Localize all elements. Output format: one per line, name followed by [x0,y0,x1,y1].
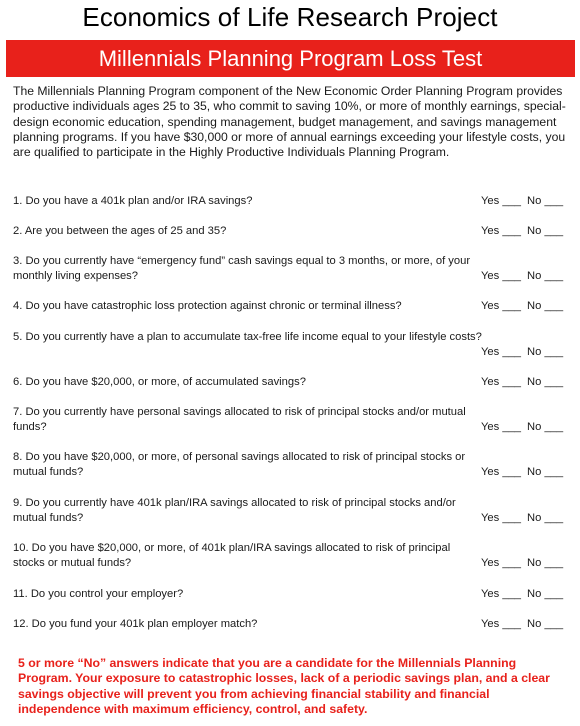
answer-row-3 [481,269,576,284]
no-blank[interactable]: No ___ [527,300,564,312]
yes-blank[interactable]: Yes ___ [481,270,522,282]
question-1: 1. Do you have a 401k plan and/or IRA savings? [13,195,253,207]
question-4: 4. Do you have catastrophic loss protection against chronic or terminal illness? [13,300,402,312]
answer-row-1 [481,194,576,209]
yes-blank[interactable]: Yes ___ [481,421,522,433]
no-blank[interactable]: No ___ [527,376,564,388]
no-blank[interactable]: No ___ [527,195,564,207]
question-12: 12. Do you fund your 401k plan employer match? [13,618,258,630]
question-3: 3. Do you currently have “emergency fund” cash savings equal to 3 months, or more, of your monthly living expenses? [13,255,471,282]
question-10: 10. Do you have $20,000, or more, of 401k plan/IRA savings allocated to risk of principal stocks or mutual funds? [13,542,451,569]
page-title: Economics of Life Research Project [82,2,498,32]
answer-row-12 [481,617,576,632]
no-blank[interactable]: No ___ [527,557,564,569]
yes-blank[interactable]: Yes ___ [481,588,522,600]
no-blank[interactable]: No ___ [527,588,564,600]
yes-blank[interactable]: Yes ___ [481,300,522,312]
answer-row-5 [481,345,576,360]
yes-blank[interactable]: Yes ___ [481,557,522,569]
question-5: 5. Do you currently have a plan to accumulate tax-free life income equal to your lifestyle costs? [13,331,482,343]
question-11: 11. Do you control your employer? [13,588,184,600]
no-blank[interactable]: No ___ [527,421,564,433]
answer-row-10 [481,556,576,571]
yes-blank[interactable]: Yes ___ [481,512,522,524]
question-8: 8. Do you have $20,000, or more, of personal savings allocated to risk of principal stocks or mutual funds? [13,451,466,478]
yes-blank[interactable]: Yes ___ [481,195,522,207]
answer-row-6 [481,375,576,390]
yes-blank[interactable]: Yes ___ [481,618,522,630]
no-blank[interactable]: No ___ [527,346,564,358]
yes-blank[interactable]: Yes ___ [481,346,522,358]
no-blank[interactable]: No ___ [527,512,564,524]
question-2: 2. Are you between the ages of 25 and 35? [13,225,227,237]
no-blank[interactable]: No ___ [527,270,564,282]
question-9: 9. Do you currently have 401k plan/IRA savings allocated to risk of principal stocks and/or mutual funds? [13,497,456,524]
intro-paragraph: The Millennials Planning Program component of the New Economic Order Planning Program provides productive individuals ages 25 to 35, who commit to saving 10%, or more of monthly earnings, special-design economic education, spending management, budget management, and savings management planning programs. If you have $30,000 or more of annual earnings exceeding your lifestyle costs, you are qualified to participate in the Highly Productive Individuals Planning Program. [13,84,566,160]
footer-note: 5 or more “No” answers indicate that you are a candidate for the Millennials Planning Program. Your exposure to catastrophic losses, lack of a periodic savings plan, and a clear savings objective will prevent you from achieving financial stability and financial independence with maximum efficiency, control, and safety. [18,656,550,716]
yes-blank[interactable]: Yes ___ [481,466,522,478]
no-blank[interactable]: No ___ [527,466,564,478]
question-6: 6. Do you have $20,000, or more, of accumulated savings? [13,376,306,388]
answer-row-11 [481,587,576,602]
answer-row-2 [481,224,576,239]
answer-row-7 [481,420,576,435]
answer-row-9 [481,511,576,526]
answer-row-8 [481,465,576,480]
question-7: 7. Do you currently have personal savings allocated to risk of principal stocks and/or mutual funds? [13,406,466,433]
banner-heading: Millennials Planning Program Loss Test [6,40,575,77]
yes-blank[interactable]: Yes ___ [481,225,522,237]
yes-blank[interactable]: Yes ___ [481,376,522,388]
answer-row-4 [481,299,576,314]
no-blank[interactable]: No ___ [527,225,564,237]
no-blank[interactable]: No ___ [527,618,564,630]
